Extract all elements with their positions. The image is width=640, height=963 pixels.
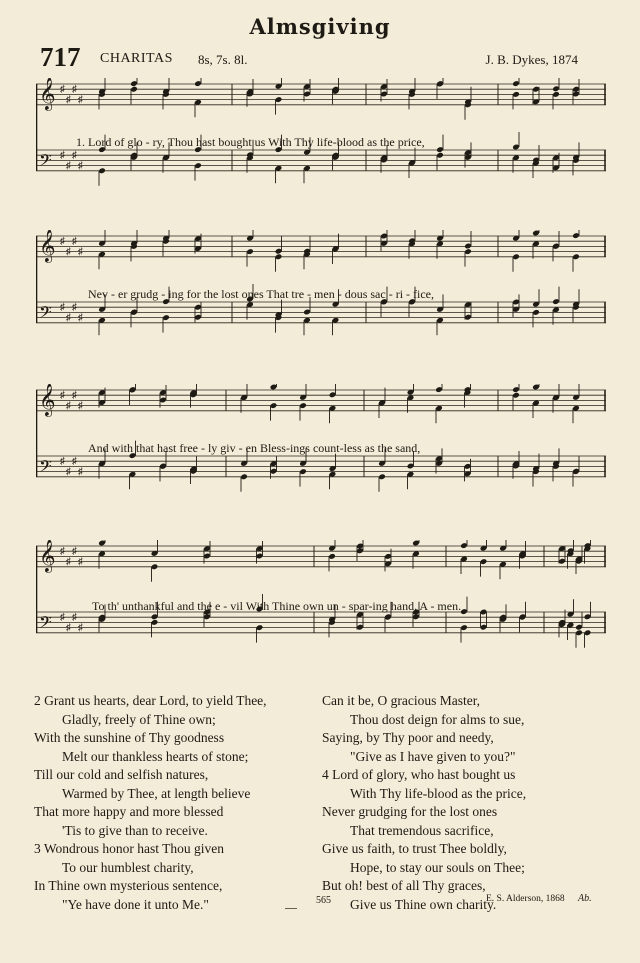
- bass-clef-icon: 𝄢: [39, 301, 52, 326]
- sharp-icon: ♯: [72, 612, 77, 624]
- verse-line: 3 Wondrous honor hast Thou given: [34, 841, 225, 856]
- sharp-icon: ♯: [72, 390, 77, 402]
- sharp-icon: ♯: [78, 160, 83, 172]
- lyric-line: Nev - er grudg - ing for the lost ones That tre - men - dous sac - ri - fice,: [88, 287, 435, 301]
- treble-clef-icon: 𝄞: [39, 540, 56, 572]
- verse-line: Till our cold and selfish natures,: [34, 767, 209, 782]
- verse-line: Melt our thankless hearts of stone;: [62, 748, 249, 764]
- sharp-icon: ♯: [78, 400, 83, 412]
- verse-line: In Thine own mysterious sentence,: [34, 878, 223, 893]
- verse-line: Hope, to stay our souls on Thee;: [350, 859, 525, 875]
- page-number: 565: [316, 895, 331, 906]
- verse-line: Saying, by Thy poor and needy,: [322, 730, 494, 745]
- verse-line: With the sunshine of Thy goodness: [34, 730, 225, 745]
- sharp-icon: ♯: [60, 612, 65, 624]
- verse-line: Never grudging for the lost ones: [322, 804, 498, 819]
- page-title: Almsgiving: [249, 14, 391, 39]
- sharp-icon: ♯: [72, 236, 77, 248]
- verse-line: 4 Lord of glory, who hast bought us: [322, 767, 516, 782]
- sharp-icon: ♯: [66, 94, 71, 106]
- tune-name: CHARITAS: [100, 51, 173, 66]
- verse-line: "Give as I have given to you?": [350, 748, 516, 764]
- treble-staff: [36, 230, 606, 272]
- divider: [285, 908, 297, 909]
- sharp-icon: ♯: [72, 456, 77, 468]
- verses-left-column: [34, 692, 267, 914]
- verse-line: Thou dost deign for alms to sue,: [350, 711, 525, 727]
- sharp-icon: ♯: [78, 466, 83, 478]
- treble-clef-icon: 𝄞: [39, 230, 56, 262]
- bass-clef-icon: 𝄢: [39, 611, 52, 636]
- treble-staff: [36, 384, 606, 423]
- sharp-icon: ♯: [60, 84, 65, 96]
- lyric-line: To th' unthankful and the e - vil With Thine own un - spar-ing hand. A - men.: [92, 599, 462, 613]
- music-system-4: [36, 540, 606, 670]
- music-system-2: [36, 230, 606, 360]
- meter: 8s, 7s. 8l.: [198, 52, 248, 67]
- verse-line: Give us Thine own charity.: [350, 896, 497, 912]
- music-system-1: [36, 78, 606, 208]
- sharp-icon: ♯: [66, 622, 71, 634]
- bass-clef-icon: 𝄢: [39, 149, 52, 174]
- composer-credit: J. B. Dykes, 1874: [485, 52, 578, 67]
- verses-right-column: [322, 692, 526, 914]
- text-author: E. S. Alderson, 1868: [486, 894, 565, 904]
- verse-line: To our humblest charity,: [62, 859, 194, 875]
- verse-line: With Thy life-blood as the price,: [350, 785, 527, 801]
- music-system-3: [36, 384, 606, 518]
- sharp-icon: ♯: [60, 302, 65, 314]
- verse-line: Can it be, O gracious Master,: [322, 693, 481, 708]
- treble-clef-icon: 𝄞: [39, 384, 56, 416]
- treble-staff: [36, 78, 606, 120]
- author-initials: Ab.: [578, 893, 592, 904]
- hymn-number: 717: [40, 42, 81, 72]
- sharp-icon: ♯: [78, 556, 83, 568]
- treble-staff: [36, 540, 606, 582]
- sharp-icon: ♯: [66, 466, 71, 478]
- sharp-icon: ♯: [60, 390, 65, 402]
- verse-line: That more happy and more blessed: [34, 804, 224, 819]
- sharp-icon: ♯: [72, 84, 77, 96]
- verse-line: 2 Grant us hearts, dear Lord, to yield Thee,: [34, 693, 267, 708]
- sharp-icon: ♯: [60, 456, 65, 468]
- verse-line: Gladly, freely of Thine own;: [62, 711, 216, 727]
- lyric-line: 1. Lord of glo - ry, Thou hast bought us With Thy life-blood as the price,: [76, 135, 425, 149]
- sharp-icon: ♯: [66, 312, 71, 324]
- sharp-icon: ♯: [60, 546, 65, 558]
- verse-line: "Ye have done it unto Me.": [62, 896, 209, 912]
- verse-line: Warmed by Thee, at length believe: [62, 785, 251, 801]
- sharp-icon: ♯: [66, 400, 71, 412]
- sharp-icon: ♯: [60, 236, 65, 248]
- sharp-icon: ♯: [72, 546, 77, 558]
- sharp-icon: ♯: [78, 94, 83, 106]
- bass-clef-icon: 𝄢: [39, 455, 52, 480]
- sharp-icon: ♯: [78, 622, 83, 634]
- sharp-icon: ♯: [78, 312, 83, 324]
- verse-line: Give us faith, to trust Thee boldly,: [322, 841, 507, 856]
- sharp-icon: ♯: [66, 246, 71, 258]
- sharp-icon: ♯: [72, 150, 77, 162]
- verse-line: 'Tis to give than to receive.: [62, 822, 208, 838]
- verse-line: But oh! best of all Thy graces,: [322, 878, 486, 893]
- sharp-icon: ♯: [72, 302, 77, 314]
- verse-line: That tremendous sacrifice,: [350, 822, 494, 838]
- sharp-icon: ♯: [66, 556, 71, 568]
- lyric-line: And with that hast free - ly giv - en Bless-ings count-less as the sand,: [88, 441, 421, 455]
- treble-clef-icon: 𝄞: [39, 78, 56, 110]
- sharp-icon: ♯: [66, 160, 71, 172]
- sharp-icon: ♯: [78, 246, 83, 258]
- sharp-icon: ♯: [60, 150, 65, 162]
